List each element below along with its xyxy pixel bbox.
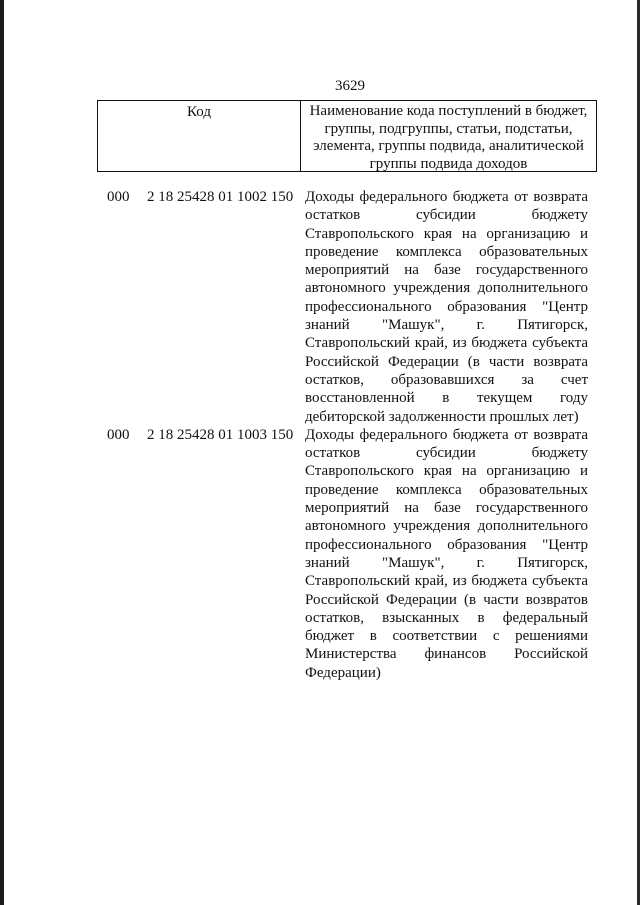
revenue-code: 2 18 25428 01 1002 150 xyxy=(147,189,294,205)
table-row xyxy=(0,188,640,426)
revenue-description: Доходы федерального бюджета от возврата остатков субсидии бюджету Ставропольского края на организацию и проведение комплекса образовательных мероприятий на базе государственного автономного учреждения дополнительного профессионального образования "Центр знаний "Машук", г. Пятигорск, Ставропольский край, из бюджета субъекта Российской Федерации (в части возвратов остатков, взысканных в федеральный бюджет в соответствии с решениями Министерства финансов Российской Федерации) xyxy=(305,426,588,681)
table-header xyxy=(97,100,597,172)
page-number: 3629 xyxy=(335,78,365,94)
header-code-column: Код xyxy=(98,101,301,171)
admin-code: 000 xyxy=(107,426,130,443)
revenue-description: Доходы федерального бюджета от возврата остатков субсидии бюджету Ставропольского края на организацию и проведение комплекса образовательных мероприятий на базе государственного автономного учреждения дополнительного профессионального образования "Центр знаний "Машук", г. Пятигорск, Ставропольский край, из бюджета субъекта Российской Федерации (в части возврата остатков, образовавшихся за счет восстановленной в текущем году дебиторской задолженности прошлых лет) xyxy=(305,189,588,425)
revenue-code: 2 18 25428 01 1003 150 xyxy=(147,426,294,443)
table-row xyxy=(0,426,640,682)
admin-code: 000 xyxy=(107,189,130,205)
header-name-column: Наименование кода поступлений в бюджет, группы, подгруппы, статьи, подстатьи, элемента, группы подвида, аналитической группы подвида доходов xyxy=(309,103,588,172)
entries-list xyxy=(0,188,640,682)
